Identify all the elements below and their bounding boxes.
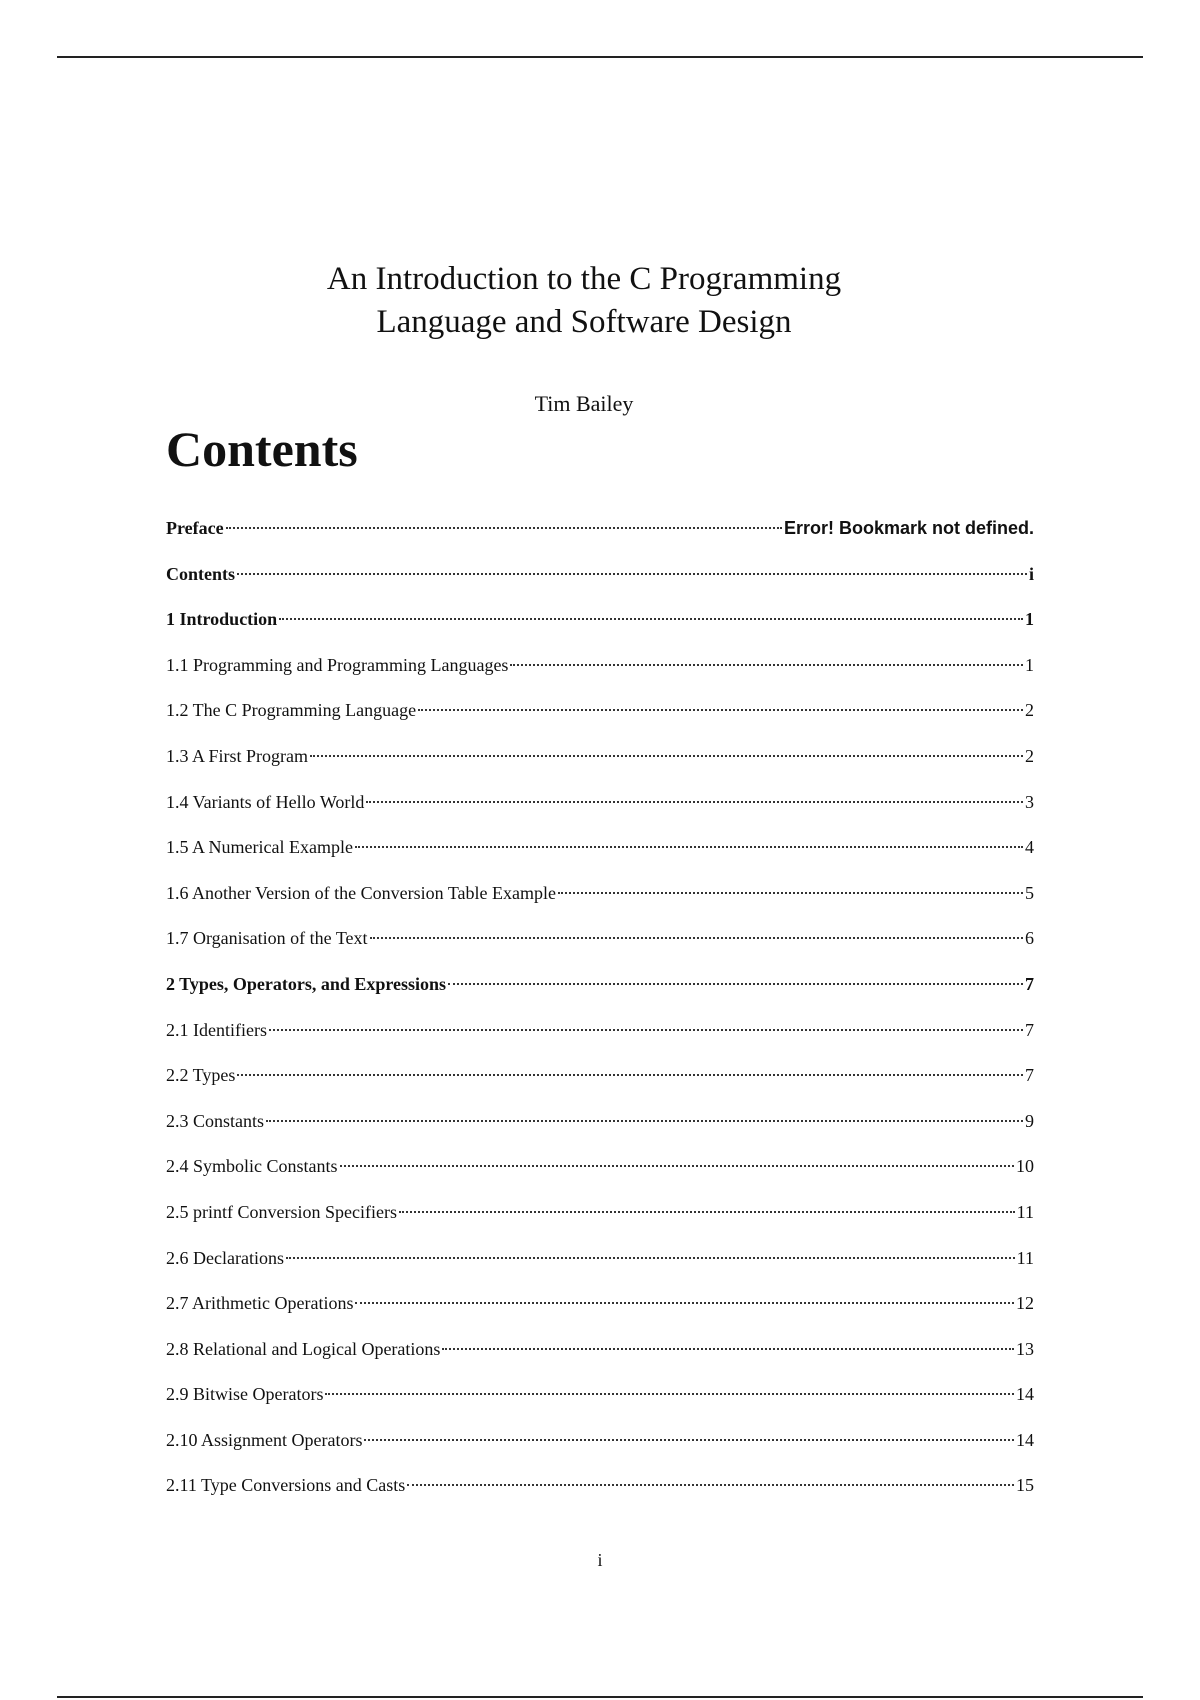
- toc-entry[interactable]: [166, 514, 1034, 560]
- toc-entry-page: 9: [1025, 1110, 1034, 1131]
- toc-entry[interactable]: [166, 1471, 1034, 1517]
- toc-dot-leader: [237, 573, 1027, 575]
- toc-entry-page: 13: [1016, 1338, 1034, 1359]
- toc-dot-leader: [364, 1439, 1014, 1441]
- toc-dot-leader: [340, 1165, 1014, 1167]
- toc-entry-label: 2.3 Constants: [166, 1110, 265, 1131]
- toc-entry-label: 1.2 The C Programming Language: [166, 700, 417, 721]
- bottom-rule: [57, 1696, 1143, 1698]
- document-title: [0, 258, 1168, 344]
- toc-entry-page: 3: [1025, 791, 1034, 812]
- toc-entry[interactable]: [166, 1107, 1034, 1153]
- toc-entry-label: 2.2 Types: [166, 1065, 236, 1086]
- title-line-1: An Introduction to the C Programming: [326, 261, 842, 297]
- toc-entry-page: 10: [1016, 1156, 1034, 1177]
- toc-entry[interactable]: [166, 1289, 1034, 1335]
- toc-entry-label: 2.4 Symbolic Constants: [166, 1156, 338, 1177]
- toc-dot-leader: [370, 937, 1023, 939]
- toc-entry-page: 4: [1025, 837, 1034, 858]
- toc-entry-page: 7: [1025, 1019, 1034, 1040]
- toc-entry-page: 14: [1016, 1429, 1034, 1450]
- toc-entry[interactable]: [166, 1198, 1034, 1244]
- toc-entry[interactable]: [166, 1016, 1034, 1062]
- toc-entry[interactable]: [166, 651, 1034, 697]
- toc-entry[interactable]: [166, 605, 1034, 651]
- toc-entry[interactable]: [166, 970, 1034, 1016]
- top-rule: [57, 56, 1143, 58]
- toc-entry[interactable]: [166, 1380, 1034, 1426]
- toc-entry-page: 1: [1025, 654, 1034, 675]
- toc-dot-leader: [355, 846, 1023, 848]
- toc-entry[interactable]: [166, 1061, 1034, 1107]
- toc-entry[interactable]: [166, 1244, 1034, 1290]
- toc-entry-page: 6: [1025, 928, 1034, 949]
- toc-dot-leader: [279, 618, 1023, 620]
- toc-entry[interactable]: [166, 560, 1034, 606]
- toc-entry-label: 2.9 Bitwise Operators: [166, 1384, 324, 1405]
- toc-entry[interactable]: [166, 924, 1034, 970]
- toc-dot-leader: [366, 801, 1023, 803]
- toc-entry-label: 2.1 Identifiers: [166, 1019, 267, 1040]
- author: Tim Bailey: [534, 391, 634, 416]
- toc-dot-leader: [266, 1120, 1023, 1122]
- toc-entry[interactable]: [166, 696, 1034, 742]
- toc-entry[interactable]: [166, 742, 1034, 788]
- toc-dot-leader: [510, 664, 1023, 666]
- toc-entry-page: 5: [1025, 882, 1034, 903]
- toc-dot-leader: [286, 1257, 1015, 1259]
- toc-entry-page: 12: [1016, 1293, 1034, 1314]
- toc-entry[interactable]: [166, 788, 1034, 834]
- toc-entry-page: Error! Bookmark not defined.: [783, 518, 1034, 538]
- toc-entry-label: 2.11 Type Conversions and Casts: [166, 1475, 406, 1496]
- toc-entry-label: 1.4 Variants of Hello World: [166, 791, 365, 812]
- title-line-2: Language and Software Design: [376, 304, 792, 340]
- toc-entry-label: 2.5 printf Conversion Specifiers: [166, 1201, 397, 1222]
- toc-dot-leader: [226, 527, 782, 529]
- toc-dot-leader: [407, 1484, 1014, 1486]
- toc-dot-leader: [325, 1393, 1014, 1395]
- toc-entry-page: 1: [1025, 609, 1034, 630]
- toc-entry-page: i: [1028, 563, 1034, 584]
- contents-heading: Contents: [166, 421, 358, 477]
- toc-entry-label: 2 Types, Operators, and Expressions: [166, 973, 447, 994]
- toc-entry-label: Preface: [166, 518, 224, 538]
- toc-entry[interactable]: [166, 879, 1034, 925]
- toc-entry-page: 7: [1025, 973, 1034, 994]
- toc-dot-leader: [399, 1211, 1015, 1213]
- toc-entry[interactable]: [166, 1335, 1034, 1381]
- toc-entry[interactable]: [166, 1426, 1034, 1472]
- toc-entry-label: 1.7 Organisation of the Text: [166, 928, 368, 949]
- toc-entry[interactable]: [166, 833, 1034, 879]
- toc-entry-label: 2.8 Relational and Logical Operations: [166, 1338, 441, 1359]
- toc-entry-label: Contents: [166, 563, 236, 584]
- toc-dot-leader: [418, 709, 1023, 711]
- toc-entry-label: 1.6 Another Version of the Conversion Table Example: [166, 882, 557, 903]
- toc-dot-leader: [310, 755, 1023, 757]
- toc-entry-label: 2.10 Assignment Operators: [166, 1429, 363, 1450]
- page-number: i: [597, 1550, 603, 1570]
- toc-entry-page: 11: [1016, 1247, 1034, 1268]
- toc-entry[interactable]: [166, 1152, 1034, 1198]
- toc-entry-label: 1.5 A Numerical Example: [166, 837, 353, 858]
- toc-entry-page: 14: [1016, 1384, 1034, 1405]
- toc-entry-label: 2.6 Declarations: [166, 1247, 284, 1268]
- toc-entry-label: 2.7 Arithmetic Operations: [166, 1293, 354, 1314]
- toc-dot-leader: [558, 892, 1023, 894]
- toc-dot-leader: [442, 1348, 1014, 1350]
- toc-dot-leader: [269, 1029, 1023, 1031]
- toc-entry-page: 15: [1016, 1475, 1034, 1496]
- toc-dot-leader: [237, 1074, 1023, 1076]
- table-of-contents: [166, 514, 1034, 1517]
- toc-entry-page: 2: [1025, 745, 1034, 766]
- toc-entry-label: 1.3 A First Program: [166, 745, 309, 766]
- toc-dot-leader: [355, 1302, 1014, 1304]
- toc-entry-label: 1 Introduction: [166, 609, 278, 630]
- toc-dot-leader: [448, 983, 1023, 985]
- toc-entry-page: 7: [1025, 1065, 1034, 1086]
- toc-entry-page: 11: [1016, 1201, 1034, 1222]
- toc-entry-label: 1.1 Programming and Programming Languages: [166, 654, 509, 675]
- toc-entry-page: 2: [1025, 700, 1034, 721]
